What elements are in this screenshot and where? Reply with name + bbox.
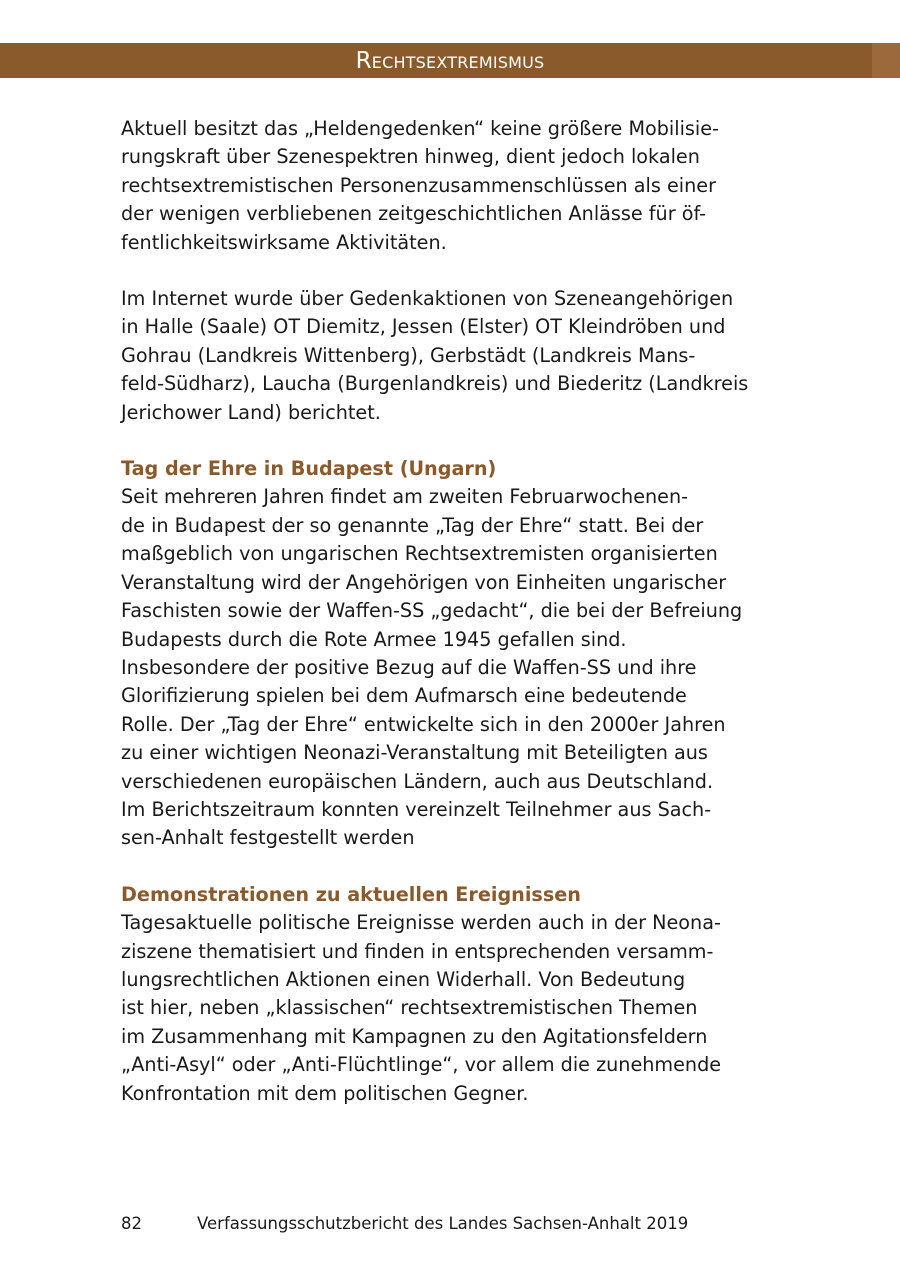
- text-line: Konfrontation mit dem politischen Gegner.: [121, 1081, 529, 1105]
- text-line: de in Budapest der so genannte „Tag der Ehre“ statt. Bei der: [121, 513, 704, 537]
- text-line: Faschisten sowie der Waffen-SS „gedacht“, die bei der Befreiung: [121, 599, 743, 623]
- text-line: ist hier, neben „klassischen“ rechtsextremistischen Themen: [121, 996, 698, 1020]
- text-line: Im Berichtszeitraum konnten vereinzelt Teilnehmer aus Sach-: [121, 797, 712, 821]
- text-line: Jerichower Land) berichtet.: [121, 400, 381, 424]
- text-line: Aktuell besitzt das „Heldengedenken“ keine größere Mobilisie-: [121, 117, 719, 140]
- text-line: „Anti-Asyl“ oder „Anti-Flüchtlinge“, vor allem die zunehmende: [121, 1053, 722, 1077]
- text-line: rechtsextremistischen Personenzusammenschlüssen als einer: [121, 173, 716, 197]
- text-line: zu einer wichtigen Neonazi-Veranstaltung mit Beteiligten aus: [121, 741, 708, 765]
- header-band: [0, 43, 900, 78]
- text-line: der wenigen verbliebenen zeitgeschichtlichen Anlässe für öf-: [121, 202, 707, 226]
- text-line: rungskraft über Szenespektren hinweg, dient jedoch lokalen: [121, 145, 700, 169]
- paragraph-tag-der-ehre: [121, 483, 801, 852]
- page-number: 82: [121, 1214, 142, 1233]
- text-line: Gohrau (Landkreis Wittenberg), Gerbstädt (Landkreis Mans-: [121, 343, 696, 367]
- text-line: sen-Anhalt festgestellt werden: [121, 826, 415, 850]
- section-heading-demonstrationen: Demonstrationen zu aktuellen Ereignissen: [121, 882, 581, 906]
- text-line: Rolle. Der „Tag der Ehre“ entwickelte sich in den 2000er Jahren: [121, 712, 726, 736]
- publication-title: Verfassungsschutzbericht des Landes Sachsen-Anhalt 2019: [197, 1214, 689, 1233]
- page-content: [121, 115, 801, 1108]
- text-line: ziszene thematisiert und finden in entsprechenden versamm-: [121, 939, 714, 963]
- section-heading-tag-der-ehre: Tag der Ehre in Budapest (Ungarn): [121, 457, 497, 481]
- text-line: Glorifizierung spielen bei dem Aufmarsch eine bedeutende: [121, 684, 687, 708]
- text-line: Im Internet wurde über Gedenkaktionen von Szeneangehörigen: [121, 287, 734, 311]
- paragraph-heldengedenken: [121, 115, 801, 257]
- text-line: lungsrechtlichen Aktionen einen Widerhall. Von Bedeutung: [121, 967, 686, 991]
- text-line: im Zusammenhang mit Kampagnen zu den Agitationsfeldern: [121, 1024, 708, 1048]
- text-line: Insbesondere der positive Bezug auf die Waffen-SS und ihre: [121, 655, 697, 679]
- text-line: Veranstaltung wird der Angehörigen von Einheiten ungarischer: [121, 570, 727, 594]
- page-footer: [121, 1214, 688, 1233]
- text-line: maßgeblich von ungarischen Rechtsextremisten organisierten: [121, 542, 718, 566]
- page-title: Rechtsextremismus: [355, 48, 545, 74]
- text-line: Seit mehreren Jahren findet am zweiten Februarwochenen-: [121, 485, 689, 509]
- text-line: Tagesaktuelle politische Ereignisse werden auch in der Neona-: [121, 911, 721, 935]
- paragraph-demonstrationen: [121, 909, 801, 1108]
- paragraph-gedenkaktionen: [121, 285, 801, 427]
- text-line: verschiedenen europäischen Ländern, auch aus Deutschland.: [121, 769, 714, 793]
- text-line: feld-Südharz), Laucha (Burgenlandkreis) und Biederitz (Landkreis: [121, 372, 749, 396]
- text-line: fentlichkeitswirksame Aktivitäten.: [121, 230, 447, 254]
- text-line: Budapests durch die Rote Armee 1945 gefallen sind.: [121, 627, 627, 651]
- text-line: in Halle (Saale) OT Diemitz, Jessen (Elster) OT Kleindröben und: [121, 315, 726, 339]
